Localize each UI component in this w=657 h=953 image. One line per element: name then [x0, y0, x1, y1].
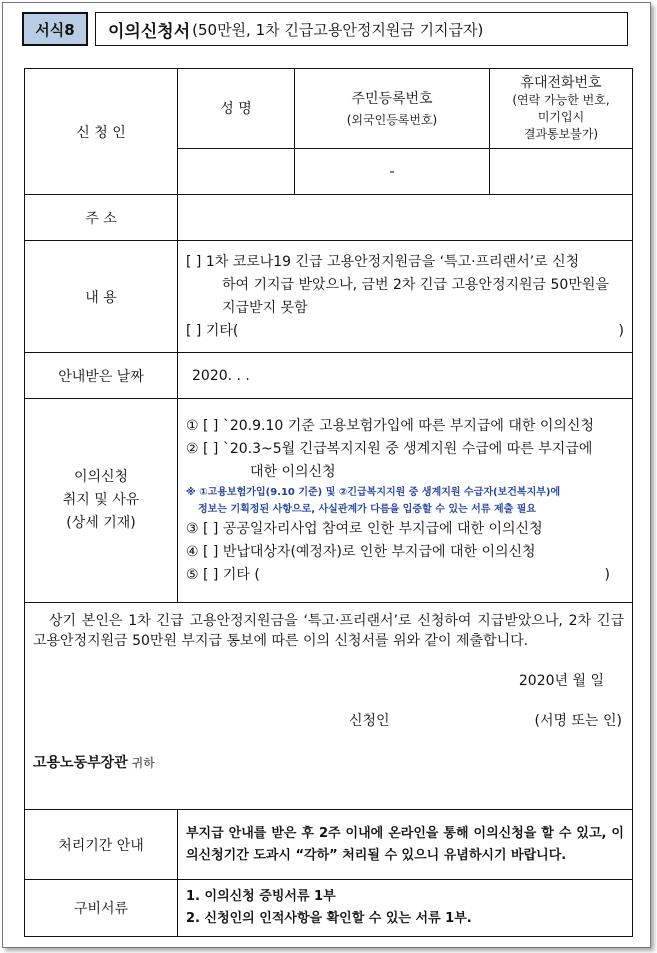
form-title-box [95, 12, 628, 46]
name-input[interactable] [178, 149, 295, 195]
statement-cell [25, 603, 633, 810]
phone-input[interactable] [490, 149, 633, 195]
reason-option-1[interactable]: ① [ ] `20.9.10 기준 고용보험가입에 따른 부지급에 대한 이의신청 [186, 417, 594, 434]
phone-header: 휴대전화번호 (연락 가능한 번호, 미기입시 결과통보불가) [490, 69, 633, 149]
reason-label: 이의신청 취지 및 사유 (상세 기재) [25, 399, 178, 603]
signature-line[interactable]: 신청인 (서명 또는 인) [349, 713, 622, 729]
id-number-input[interactable]: - [295, 149, 490, 195]
processing-text: 부지급 안내를 받은 후 2주 이내에 온라인을 통해 이의신청을 할 수 있고, 이의신청기간 도과시 “각하” 처리될 수 있으니 유념하시기 바랍니다. [178, 810, 633, 880]
processing-label: 처리기간 안내 [25, 810, 178, 880]
statement-text: 상기 본인은 1차 긴급 고용안정지원금을 ‘특고·프리랜서’로 신청하여 지급받았으나, 2차 긴급 고용안정지원금 50만원 부지급 통보에 따른 이의 신청서를 위와 같이 제출합니다. [33, 613, 624, 649]
documents-cell [178, 880, 633, 937]
form-subtitle: (50만원, 1차 긴급고용안정지원금 기지급자) [192, 20, 484, 39]
content-option-1[interactable]: [ ] 1차 코로나19 긴급 고용안정지원금을 ‘특고·프리랜서’로 신청 [186, 253, 580, 270]
form-title: 이의신청서 [108, 21, 191, 42]
form-number-tag: 서식8 [22, 12, 88, 46]
document-item-2: 2. 신청인의 인적사항을 확인할 수 있는 서류 1부. [186, 911, 472, 926]
documents-label: 구비서류 [25, 880, 178, 937]
id-number-header: 주민등록번호 (외국인등록번호) [295, 69, 490, 149]
address-label: 주 소 [25, 195, 178, 241]
applicant-label: 신 청 인 [25, 69, 178, 195]
document-item-1: 1. 이의신청 증빙서류 1부 [186, 889, 336, 904]
reason-cell: ① [ ] `20.9.10 기준 고용보험가입에 따른 부지급에 대한 이의신청 ② [ ] `20.3~5월 긴급복지지원 중 생계지원 수급에 따른 부지급에 대한 이의신청 ※ ①고용보험가입(9.10 기준) 및 ②긴급복지지원 중 생계지원 수급자(보건복지부)에 정보는 기획정된 사항으로, 사실관계가 다름을 입증할 수 있는 서류 제출 필요 ③ [ ] 공공일자리사업 참여로 인한 부지급에 대한 이의신청 ④ [ ] 반납대상자(예정자)로 인한 부지급에 대한 이의신청 ⑤ [ ] 기타 ( ) [178, 399, 633, 603]
reason-option-2[interactable]: ② [ ] `20.3~5월 긴급복지지원 중 생계지원 수급에 따른 부지급에 [186, 440, 593, 457]
name-header: 성 명 [178, 69, 295, 149]
reason-option-3[interactable]: ③ [ ] 공공일자리사업 참여로 인한 부지급에 대한 이의신청 [186, 520, 543, 537]
reason-option-5[interactable]: ⑤ [ ] 기타 ( ) [186, 566, 610, 583]
content-label: 내 용 [25, 241, 178, 353]
statement-date[interactable]: 2020년 월 일 [518, 673, 604, 689]
date-notified-input[interactable]: 2020. . . [178, 353, 633, 399]
content-option-other[interactable]: [ ] 기타( ) [186, 322, 624, 339]
reason-option-4[interactable]: ④ [ ] 반납대상자(예정자)로 인한 부지급에 대한 이의신청 [186, 543, 536, 560]
addressee-line: 고용노동부장관 귀하 [33, 755, 155, 771]
date-notified-label: 안내받은 날짜 [25, 353, 178, 399]
reason-note: ※ ①고용보험가입(9.10 기준) 및 ②긴급복지지원 중 생계지원 수급자(보건복지부)에 [186, 486, 561, 498]
content-cell: [ ] 1차 코로나19 긴급 고용안정지원금을 ‘특고·프리랜서’로 신청 하여 기지급 받았으나, 금번 2차 긴급 고용안정지원금 50만원을 지급받지 못함 [ ] 기타( ) [178, 241, 633, 353]
application-table [24, 68, 633, 937]
address-input[interactable] [178, 195, 633, 241]
